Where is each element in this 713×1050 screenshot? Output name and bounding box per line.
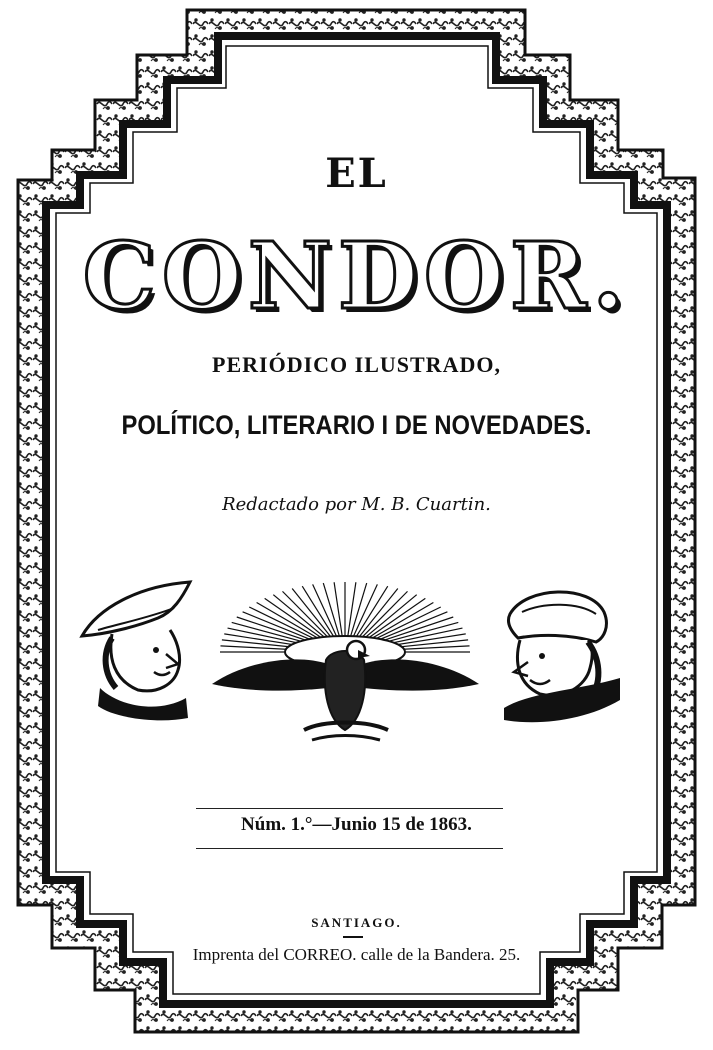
caricature-right-icon: [500, 582, 625, 730]
masthead-subtitle-2: POLÍTICO, LITERARIO I DE NOVEDADES.: [121, 410, 592, 440]
issue-rule-top: [196, 808, 503, 809]
masthead-article: EL: [325, 150, 388, 197]
caricature-left-icon: [78, 578, 198, 723]
imprint-printer: Imprenta del CORREO. calle de la Bandera. 25.: [192, 945, 521, 964]
masthead-subtitle-1: PERIÓDICO ILUSTRADO,: [212, 352, 501, 377]
eagle-emblem-icon: [208, 580, 483, 750]
editor-credit: Redactado por M. B. Cuartin.: [222, 494, 491, 515]
masthead-title: CONDOR.: [82, 222, 631, 330]
issue-line: Núm. 1.°—Junio 15 de 1863.: [241, 814, 472, 835]
imprint-city: SANTIAGO.: [311, 915, 402, 930]
imprint-divider: [343, 936, 363, 938]
issue-rule-bottom: [196, 848, 503, 849]
